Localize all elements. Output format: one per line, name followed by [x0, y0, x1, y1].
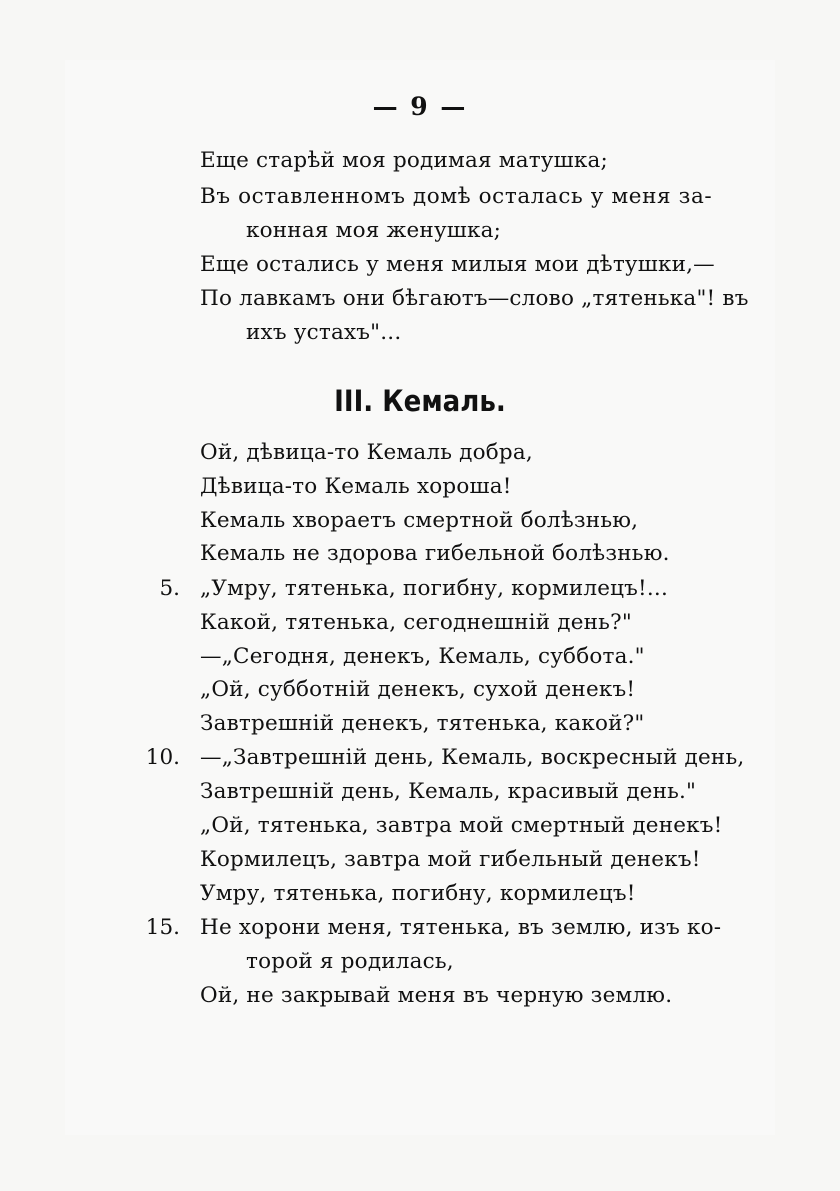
text-line: Въ оставленномъ домѣ осталась у меня за-	[200, 184, 713, 209]
poem-line: Кемаль хвораетъ смертной болѣзнью,	[200, 508, 639, 533]
poem-line: Завтрешній денекъ, тятенька, какой?"	[200, 711, 645, 736]
text-line: ихъ устахъ"...	[246, 320, 402, 345]
section-heading: III. Кемаль.	[334, 384, 506, 418]
poem-line: Кемаль не здорова гибельной болѣзнью.	[200, 541, 670, 566]
poem-line: —„Сегодня, денекъ, Кемаль, суббота."	[200, 644, 645, 669]
text-line: конная моя женушка;	[246, 218, 502, 243]
line-number: 15.	[145, 915, 180, 940]
poem-line: Какой, тятенька, сегоднешній день?"	[200, 610, 632, 635]
poem-line: Кормилецъ, завтра мой гибельный денекъ!	[200, 847, 701, 872]
poem-line: Завтрешній день, Кемаль, красивый день."	[200, 779, 697, 804]
poem-line: торой я родилась,	[246, 949, 454, 974]
page-number: — 9 —	[372, 92, 468, 121]
poem-line: „Ой, субботній денекъ, сухой денекъ!	[200, 677, 636, 702]
text-line: Еще старѣй моя родимая матушка;	[200, 148, 608, 173]
poem-line: Ой, дѣвица-то Кемаль добра,	[200, 440, 533, 465]
poem-line: „Умру, тятенька, погибну, кормилецъ!...	[200, 576, 669, 601]
line-number: 5.	[159, 576, 180, 601]
text-line: По лавкамъ они бѣгаютъ—слово „тятенька"! въ	[200, 286, 749, 311]
poem-line: —„Завтрешній день, Кемаль, воскресный день,	[200, 745, 745, 770]
poem-line: Умру, тятенька, погибну, кормилецъ!	[200, 881, 636, 906]
text-line: Еще остались у меня милыя мои дѣтушки,—	[200, 252, 715, 277]
poem-line: Ой, не закрывай меня въ черную землю.	[200, 983, 673, 1008]
line-number: 10.	[145, 745, 180, 770]
poem-line: Дѣвица-то Кемаль хороша!	[200, 474, 512, 499]
poem-line: Не хорони меня, тятенька, въ землю, изъ ко-	[200, 915, 722, 940]
poem-line: „Ой, тятенька, завтра мой смертный денекъ!	[200, 813, 723, 838]
